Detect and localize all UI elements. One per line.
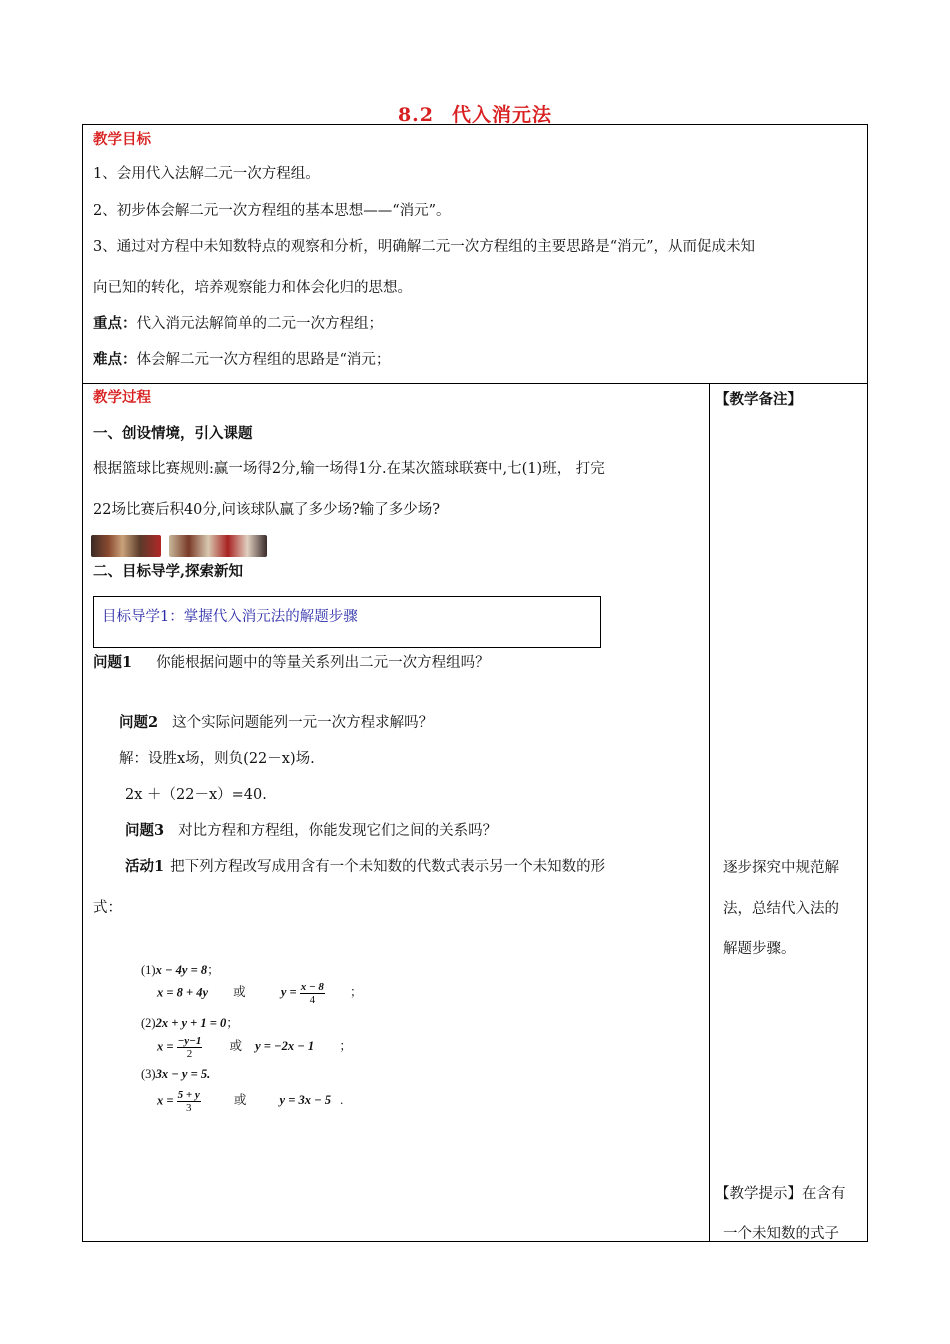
goal-item-3-line1: 3、通过对方程中未知数特点的观察和分析，明确解二元一次方程组的主要思路是“消元”，从而促成未知 [93,239,756,255]
lesson-table [82,124,868,1242]
table-divider [83,383,867,384]
goal-item-2: 2、初步体会解二元一次方程组的基本思想——“消元”。 [93,203,451,219]
eq3-x-fraction: $\frac{5 + y}{3}$ [177,1089,200,1114]
solution-line: 解：设胜x场，则负(22－x)场. [119,751,315,767]
eq3-y-expr: y = 3x − 5 [279,1093,332,1108]
difficult-text: 体会解二元一次方程组的思路是“消元； [136,352,391,368]
column-divider [709,383,710,1241]
key-text: 代入消元法解简单的二元一次方程组； [136,316,383,332]
or-label: 或 [229,1039,242,1054]
eq1-tail: ； [350,985,363,1000]
q1-label: 问题1 [93,654,133,671]
eq1: (1)x − 4y = 8； [141,963,220,977]
goal-box-text: 目标导学1：掌握代入消元法的解题步骤 [102,609,358,625]
page-title [0,100,950,127]
activity-1-line2: 式： [93,900,122,916]
eq1-index: (1) [141,963,156,977]
goal-item-1: 1、会用代入法解二元一次方程组。 [93,166,320,182]
difficult-label: 难点： [93,351,137,368]
q3-label: 问题3 [125,822,165,839]
q2-text: 这个实际问题能列一元一次方程求解吗？ [172,715,434,731]
act1-label: 活动1 [125,858,165,875]
question-3 [125,821,497,841]
goal-box [93,596,601,648]
eq3 [141,1067,210,1082]
key-label: 重点： [93,315,137,332]
eq2-tail: ； [339,1039,352,1054]
process-heading: 教学过程 [93,389,151,406]
eq3-index: (3) [141,1067,156,1081]
problem-line-1: 根据篮球比赛规则:赢一场得2分,输一场得1分.在某次篮球联赛中,七(1)班， 打完 [93,461,605,477]
note-tip-2: 一个未知数的式子 [723,1226,839,1242]
note-remark-3: 解题步骤。 [723,941,796,957]
eq2-original: 2x + y + 1 = 0 [155,1016,227,1030]
eq3-forms: x = $\frac{5 + y}{3}$ 或 y = 3x − 5 . [157,1089,344,1114]
question-2 [119,713,433,733]
eq2: (2)2x + y + 1 = 0； [141,1016,239,1030]
or-label: 或 [233,985,246,1000]
basketball-photo-2 [169,535,267,557]
q3-text: 对比方程和方程组，你能发现它们之间的关系吗？ [178,823,498,839]
q1-text: 你能根据问题中的等量关系列出二元一次方程组吗？ [156,655,490,671]
title-text: 代入消元法 [452,104,553,126]
eq1-y-fraction: $\frac{x - 8}{4}$ [300,981,324,1006]
goal-item-3-line2: 向已知的转化，培养观察能力和体会化归的思想。 [93,280,412,296]
act1-text: 把下列方程改写成用含有一个未知数的代数式表示另一个未知数的形 [170,859,606,875]
equation-line: 2x ＋（22－x）=40. [125,787,267,803]
section-1-heading: 一、创设情境，引入课题 [93,425,253,442]
section-2-heading: 二、目标导学,探索新知 [93,563,244,580]
notes-heading: 【教学备注】 [715,391,802,408]
q2-label: 问题2 [119,714,159,731]
note-remark-2: 法，总结代入法的 [723,901,839,917]
problem-line-2: 22场比赛后积40分,问该球队赢了多少场?输了多少场? [93,502,441,518]
activity-1 [125,857,605,877]
goals-heading: 教学目标 [93,131,151,148]
eq1-original: x − 4y = 8 [155,963,208,977]
note-tip-1: 【教学提示】在含有 [715,1186,846,1202]
eq2-x-fraction: $\frac{-y-1}{2}$ [177,1035,202,1060]
eq3-tail: . [340,1093,344,1108]
basketball-photo-1 [91,535,161,557]
eq2-y-expr: y = −2x − 1 [255,1039,315,1054]
title-number: 8.2 [397,104,435,126]
eq1-forms: x = 8 + 4y 或 y = $\frac{x - 8}{4}$ ； [157,981,363,1006]
or-label: 或 [233,1093,247,1108]
difficult-point [93,350,390,370]
eq2-forms: x = $\frac{-y-1}{2}$ 或 y = −2x − 1 ； [157,1035,352,1060]
key-point [93,314,383,334]
note-remark-1: 逐步探究中规范解 [723,860,839,876]
eq1-x-expr: x = 8 + 4y [157,985,209,1000]
eq2-index: (2) [141,1016,156,1030]
eq3-original: 3x − y = 5. [155,1067,211,1081]
question-1 [93,653,490,673]
